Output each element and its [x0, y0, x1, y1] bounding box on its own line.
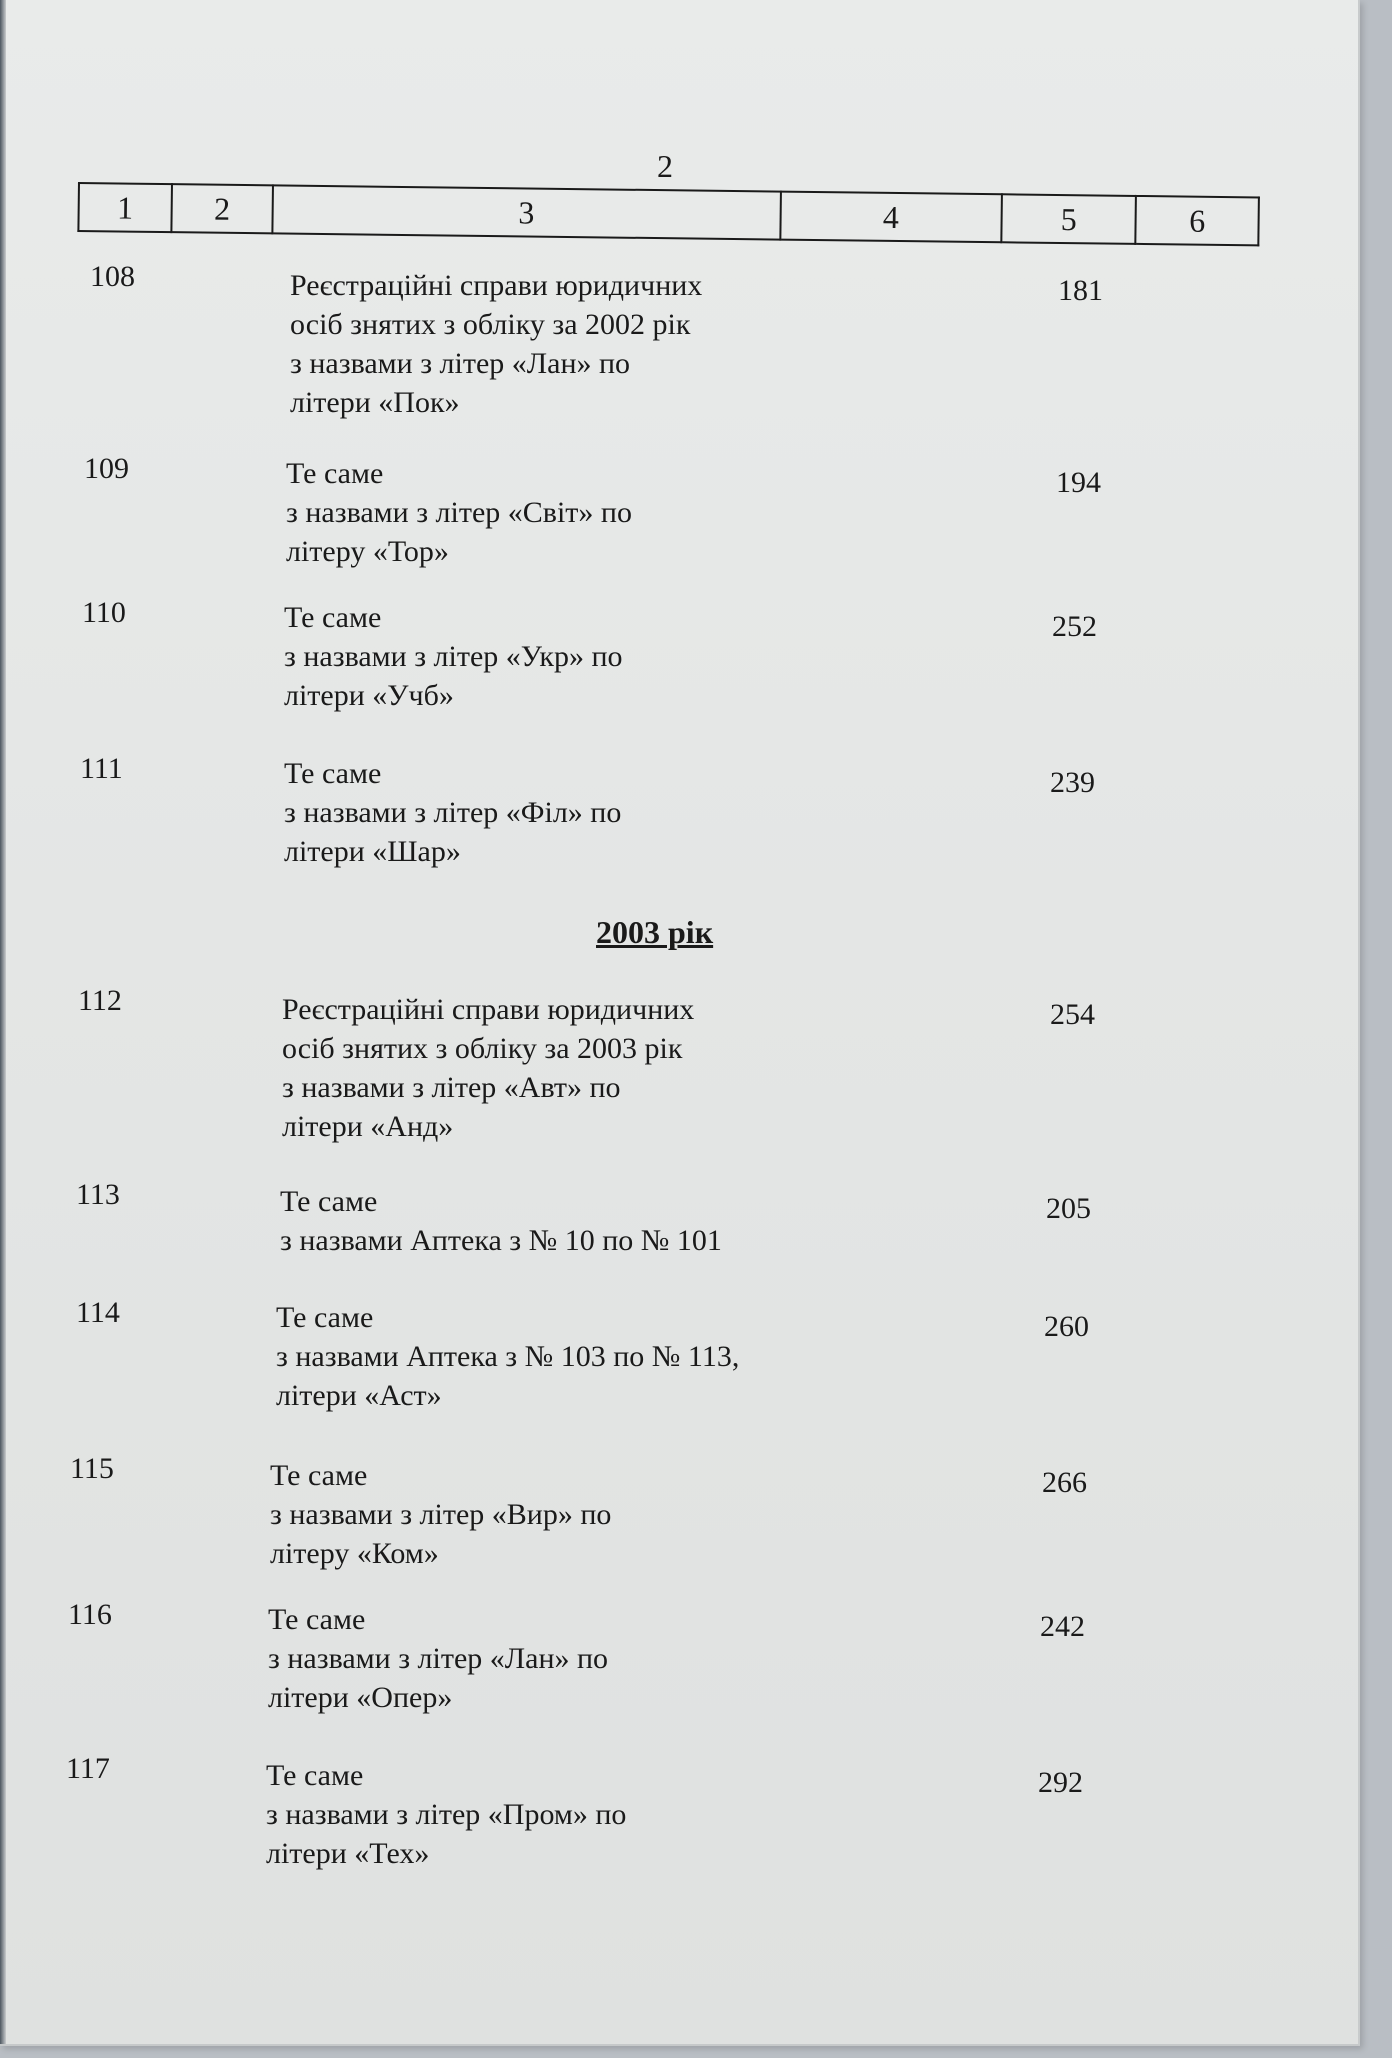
row-number: 117	[66, 1752, 110, 1785]
description-line: з назвами з літер «Авт» по	[282, 1071, 621, 1104]
binding-edge	[0, 0, 6, 2044]
column-header-6: 6	[1136, 196, 1259, 245]
description-line: осіб знятих з обліку за 2003 рік	[282, 1032, 683, 1065]
description-line: літери «Опер»	[268, 1681, 453, 1714]
row-description	[290, 266, 702, 422]
column-header-table	[77, 182, 1260, 246]
description-line: з назвами з літер «Вир» по	[270, 1498, 612, 1531]
row-description	[286, 454, 632, 571]
description-line: з назвами з літер «Лан» по	[268, 1642, 609, 1675]
description-line: з назвами з літер «Лан» по	[290, 347, 631, 380]
description-line: Те саме	[286, 457, 384, 490]
column-header-3: 3	[272, 185, 780, 239]
description-line: з назвами Аптека з № 103 по № 113,	[276, 1340, 740, 1373]
description-line: Те саме	[268, 1603, 366, 1636]
description-line: літери «Учб»	[284, 679, 454, 712]
row-description	[280, 1182, 722, 1260]
description-line: з назвами з літер «Пром» по	[266, 1798, 627, 1831]
description-line: з назвами з літер «Світ» по	[286, 496, 632, 529]
description-line: літери «Тех»	[266, 1837, 430, 1870]
row-description	[270, 1456, 611, 1573]
column-header-4: 4	[780, 192, 1002, 243]
page-number: 2	[657, 148, 673, 184]
row-sheet-count: 260	[1044, 1310, 1089, 1343]
row-sheet-count: 239	[1050, 766, 1095, 799]
row-description	[282, 990, 694, 1146]
description-line: з назвами Аптека з № 10 по № 101	[280, 1224, 722, 1257]
row-description	[266, 1756, 626, 1873]
description-line: Те саме	[284, 601, 382, 634]
row-description	[284, 754, 621, 871]
description-line: Те саме	[276, 1301, 374, 1334]
row-number: 114	[76, 1296, 120, 1329]
description-line: Те саме	[284, 757, 382, 790]
row-number: 113	[76, 1178, 120, 1211]
row-description	[268, 1600, 608, 1717]
description-line: Те саме	[270, 1459, 368, 1492]
description-line: літери «Пок»	[290, 386, 460, 419]
row-sheet-count: 181	[1058, 274, 1103, 307]
description-line: Реєстраційні справи юридичних	[290, 269, 703, 302]
column-header-2: 2	[171, 184, 272, 233]
row-description	[276, 1298, 739, 1415]
column-header-1: 1	[78, 183, 172, 232]
description-line: Реєстраційні справи юридичних	[282, 993, 695, 1026]
row-sheet-count: 205	[1046, 1192, 1091, 1225]
description-line: літеру «Ком»	[270, 1537, 439, 1570]
column-header-5: 5	[1001, 194, 1136, 244]
description-line: літери «Шар»	[284, 835, 461, 868]
row-sheet-count: 194	[1056, 466, 1101, 499]
row-number: 109	[84, 452, 129, 485]
row-number: 108	[90, 260, 135, 293]
row-sheet-count: 252	[1052, 610, 1097, 643]
description-line: літери «Аст»	[276, 1379, 442, 1412]
row-number: 112	[78, 984, 122, 1017]
year-heading: 2003 рік	[596, 914, 714, 950]
row-description	[284, 598, 623, 715]
description-line: з назвами з літер «Філ» по	[284, 796, 622, 829]
description-line: літери «Анд»	[282, 1110, 454, 1143]
description-line: Те саме	[266, 1759, 364, 1792]
row-sheet-count: 292	[1038, 1766, 1083, 1799]
row-sheet-count: 242	[1040, 1610, 1085, 1643]
row-number: 116	[68, 1598, 112, 1631]
row-sheet-count: 266	[1042, 1466, 1087, 1499]
row-number: 111	[80, 752, 123, 785]
description-line: Те саме	[280, 1185, 378, 1218]
row-sheet-count: 254	[1050, 998, 1095, 1031]
row-number: 110	[82, 596, 126, 629]
description-line: осіб знятих з обліку за 2002 рік	[290, 308, 691, 341]
row-number: 115	[70, 1452, 114, 1485]
description-line: літеру «Тор»	[286, 535, 449, 568]
description-line: з назвами з літер «Укр» по	[284, 640, 623, 673]
